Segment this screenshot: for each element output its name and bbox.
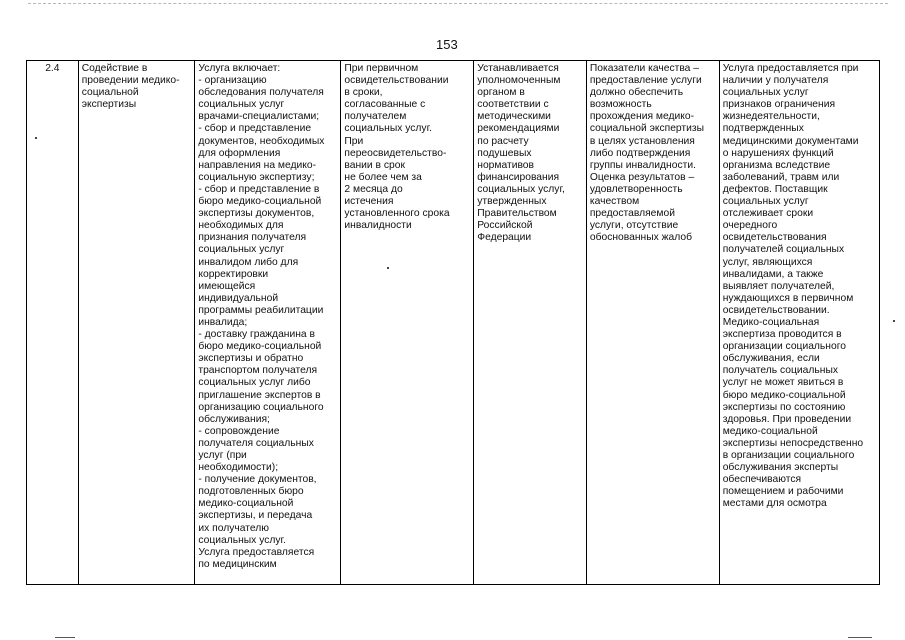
services-table — [26, 60, 880, 585]
scan-speck — [35, 137, 37, 139]
cell-service-conditions: Услуга предоставляется при наличии у получателя социальных услуг признаков ограничения жизнедеятельности, подтвержденных медицинскими документами о нарушениях функций организма вследствие заболеваний, травм или дефектов. Поставщик социальных услуг отслеживает сроки очередного освидетельствования получателей социальных услуг, являющихся инвалидами, а также выявляет получателей, нуждающихся в первичном освидетельствовании. Медико-социальная экспертиза проводится в организации социального обслуживания, если получатель социальных услуг не может явиться в бюро медико-социальной экспертизы по состоянию здоровья. При проведении медико-социальной экспертизы непосредственно в организации социального обслуживания эксперты обеспечиваются помещением и рабочими местами для осмотра — [719, 61, 879, 585]
scan-speck — [893, 320, 895, 322]
cell-service-number: 2.4 — [27, 61, 79, 585]
page-number: 153 — [436, 37, 458, 52]
scan-bottom-mark — [55, 637, 75, 638]
scan-bottom-mark — [848, 637, 872, 638]
cell-service-content: Услуга включает: - организацию обследования получателя социальных услуг врачами-специалистами; - сбор и представление документов, необходимых для оформления направления на медико- социальную экспертизу; - сбор и представление в бюро медико-социальной экспертизы документов, необходимых для признания получателя социальных услуг инвалидом либо для корректировки имеющейся индивидуальной программы реабилитации инвалида; - доставку гражданина в бюро медико-социальной экспертизы и обратно транспортом получателя социальных услуг либо приглашение экспертов в организацию социального обслуживания; - сопровождение получателя социальных услуг (при необходимости); - получение документов, подготовленных бюро медико-социальной экспертизы, и передача их получателю социальных услуг. Услуга предоставляется по медицинским — [195, 61, 341, 585]
scan-top-edge — [28, 3, 888, 4]
table-row — [27, 61, 880, 585]
cell-quality-indicators: Показатели качества – предоставление услуги должно обеспечить возможность прохождения медико- социальной экспертизы в целях установления либо подтверждения группы инвалидности. Оценка результатов – удовлетворенность качеством предоставляемой услуги, отсутствие обоснованных жалоб — [586, 61, 719, 585]
cell-service-rate: Устанавливается уполномоченным органом в соответствии с методическими рекомендациями по расчету подушевых нормативов финансирования социальных услуг, утвержденных Правительством Российской Федерации — [474, 61, 587, 585]
cell-service-name: Содействие в проведении медико- социальной экспертизы — [78, 61, 195, 585]
cell-service-terms: При первичном освидетельствовании в сроки, согласованные с получателем социальных услуг. При переосвидетельство- вании в срок не более чем за 2 месяца до истечения установленного срока инвалидности — [341, 61, 474, 585]
scan-speck — [387, 267, 389, 269]
